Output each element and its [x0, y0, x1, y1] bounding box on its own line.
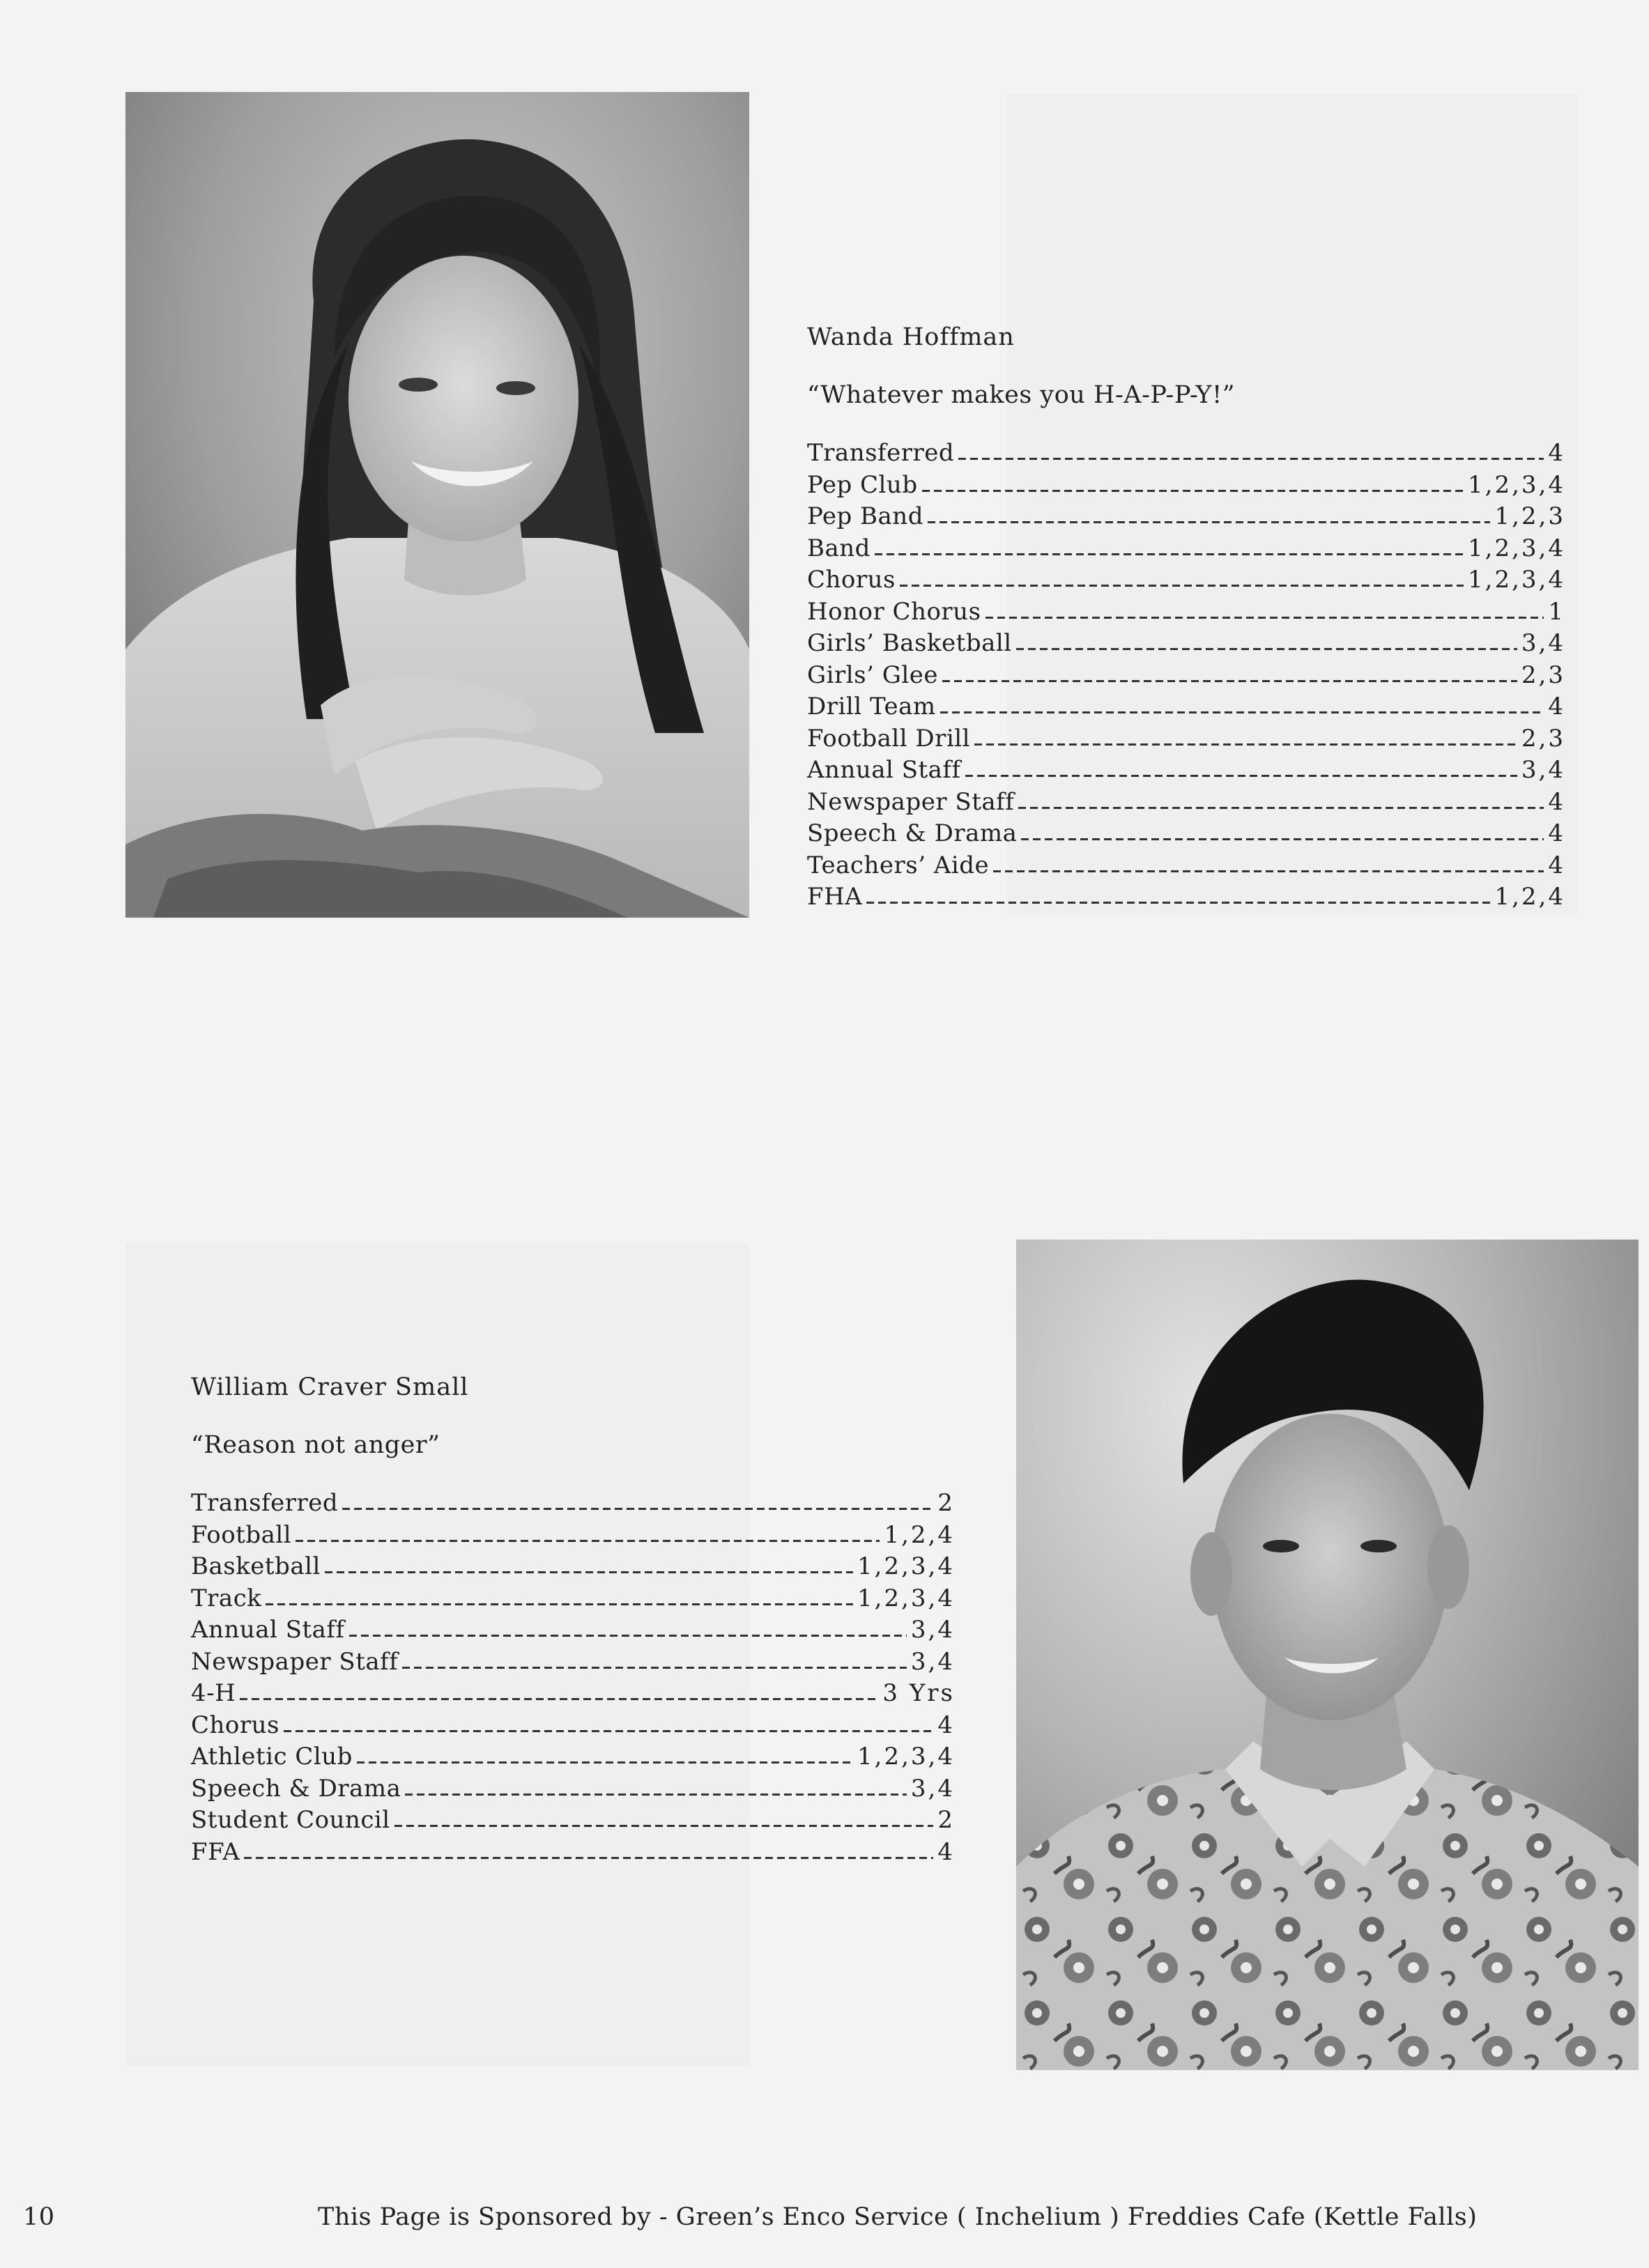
page-number: 10 — [23, 2203, 55, 2231]
dot-leader — [405, 1793, 907, 1796]
activity-name: FHA — [807, 883, 863, 911]
dot-leader — [900, 585, 1464, 587]
activity-row — [807, 663, 1565, 695]
dot-leader — [349, 1635, 907, 1637]
activity-name: Honor Chorus — [807, 597, 981, 626]
activity-years: 1 — [1548, 597, 1565, 626]
activity-years: 1,2,3,4 — [1468, 566, 1565, 594]
activity-name: Basketball — [191, 1552, 321, 1580]
activity-row — [807, 534, 1565, 569]
activity-years: 1,2,3 — [1494, 502, 1565, 530]
dot-leader — [402, 1667, 907, 1669]
senior-profile-william-craver-small — [191, 1375, 955, 1872]
activity-row — [191, 1774, 955, 1809]
dot-leader — [240, 1698, 878, 1700]
activity-years: 2 — [937, 1489, 955, 1517]
activity-name: Speech & Drama — [807, 819, 1018, 847]
activity-row — [191, 1584, 955, 1619]
activity-row — [807, 787, 1565, 822]
activity-name: Teachers’ Aide — [807, 851, 990, 879]
activity-row — [191, 1491, 955, 1523]
activity-row — [807, 758, 1565, 790]
activity-years: 1,2,3,4 — [1468, 534, 1565, 562]
portrait-photo-william-craver-small — [1016, 1240, 1639, 2070]
dot-leader — [942, 680, 1517, 682]
activity-name: 4-H — [191, 1679, 236, 1707]
activity-row — [191, 1681, 955, 1713]
dot-leader — [325, 1571, 853, 1573]
activity-name: Speech & Drama — [191, 1774, 401, 1803]
activity-years: 4 — [1548, 787, 1565, 816]
activity-row — [807, 597, 1565, 632]
activity-years: 2,3 — [1521, 724, 1565, 753]
activity-row — [191, 1552, 955, 1587]
activity-name: Transferred — [191, 1489, 339, 1517]
activity-name: Pep Band — [807, 502, 923, 530]
activity-name: Chorus — [807, 566, 896, 594]
activity-years: 1,2,3,4 — [857, 1743, 955, 1771]
activity-years: 1,2,4 — [884, 1520, 955, 1549]
activity-years: 1,2,4 — [1494, 883, 1565, 911]
activity-years: 2,3 — [1521, 661, 1565, 689]
activity-row — [807, 568, 1565, 600]
activity-years: 3,4 — [910, 1616, 955, 1644]
dot-leader — [296, 1540, 880, 1542]
activity-years: 3 Yrs — [882, 1679, 955, 1707]
dot-leader — [985, 617, 1544, 619]
dot-leader — [993, 870, 1544, 872]
activity-row — [191, 1713, 955, 1745]
activity-name: Football Drill — [807, 724, 971, 753]
activity-name: Football — [191, 1520, 292, 1549]
activity-years: 3,4 — [1521, 629, 1565, 657]
activity-years: 4 — [1548, 819, 1565, 847]
activity-name: Chorus — [191, 1711, 279, 1739]
activity-years: 4 — [1548, 851, 1565, 879]
activity-list — [807, 441, 1565, 917]
dot-leader — [284, 1730, 933, 1732]
activity-years: 2 — [937, 1806, 955, 1834]
dot-leader — [1016, 648, 1517, 650]
dot-leader — [266, 1603, 853, 1605]
activity-row — [807, 885, 1565, 917]
activity-years: 1,2,3,4 — [1468, 470, 1565, 499]
activity-name: Transferred — [807, 439, 955, 467]
dot-leader — [940, 711, 1544, 713]
activity-name: Girls’ Glee — [807, 661, 939, 689]
activity-row — [191, 1808, 955, 1840]
activity-row — [191, 1647, 955, 1682]
activity-years: 1,2,3,4 — [857, 1584, 955, 1612]
dot-leader — [866, 902, 1490, 904]
activity-years: 4 — [937, 1711, 955, 1739]
activity-row — [807, 470, 1565, 505]
activity-row — [807, 631, 1565, 663]
dot-leader — [922, 490, 1464, 492]
activity-years: 4 — [937, 1837, 955, 1866]
senior-profile-wanda-hoffman — [807, 325, 1565, 917]
activity-years: 3,4 — [1521, 756, 1565, 784]
activity-years: 4 — [1548, 693, 1565, 720]
activity-years: 1,2,3,4 — [857, 1552, 955, 1580]
dot-leader — [875, 553, 1464, 555]
dot-leader — [342, 1508, 933, 1510]
activity-row — [807, 695, 1565, 727]
activity-name: Annual Staff — [191, 1616, 345, 1644]
activity-row — [191, 1745, 955, 1777]
activity-row — [191, 1520, 955, 1555]
dot-leader — [974, 743, 1517, 746]
dot-leader — [1021, 838, 1544, 840]
activity-row — [191, 1837, 955, 1872]
activity-name: Annual Staff — [807, 756, 961, 784]
activity-name: Newspaper Staff — [191, 1647, 399, 1676]
activity-row — [807, 851, 1565, 886]
dot-leader — [357, 1761, 853, 1764]
activity-row — [807, 441, 1565, 473]
activity-row — [191, 1618, 955, 1650]
student-name: William Craver Small — [191, 1373, 469, 1401]
activity-name: Student Council — [191, 1806, 390, 1834]
activity-years: 4 — [1548, 439, 1565, 467]
activity-name: Newspaper Staff — [807, 787, 1015, 816]
sponsor-credit: This Page is Sponsored by - Green’s Enco Service ( Inchelium ) Freddies Cafe (Kettle Falls) — [318, 2203, 1478, 2231]
portrait-photo-image — [1016, 1240, 1639, 2070]
activity-name: Drill Team — [807, 693, 936, 720]
portrait-photo-wanda-hoffman — [125, 92, 749, 918]
dot-leader — [958, 458, 1544, 460]
dot-leader — [965, 775, 1517, 777]
activity-row — [807, 821, 1565, 854]
dot-leader — [394, 1825, 934, 1827]
activity-name: FFA — [191, 1837, 240, 1866]
activity-name: Track — [191, 1584, 262, 1612]
activity-years: 3,4 — [910, 1774, 955, 1803]
student-quote: “Reason not anger” — [191, 1431, 440, 1459]
activity-name: Pep Club — [807, 470, 918, 499]
dot-leader — [244, 1857, 933, 1859]
activity-years: 3,4 — [910, 1647, 955, 1676]
activity-name: Athletic Club — [191, 1743, 353, 1771]
activity-name: Band — [807, 534, 870, 562]
activity-list — [191, 1491, 955, 1872]
student-quote: “Whatever makes you H-A-P-P-Y!” — [807, 381, 1236, 409]
portrait-photo-image — [125, 92, 749, 918]
activity-row — [807, 724, 1565, 759]
dot-leader — [1018, 807, 1544, 809]
activity-row — [807, 504, 1565, 537]
dot-leader — [928, 521, 1491, 523]
student-name: Wanda Hoffman — [807, 323, 1015, 351]
activity-name: Girls’ Basketball — [807, 629, 1012, 657]
